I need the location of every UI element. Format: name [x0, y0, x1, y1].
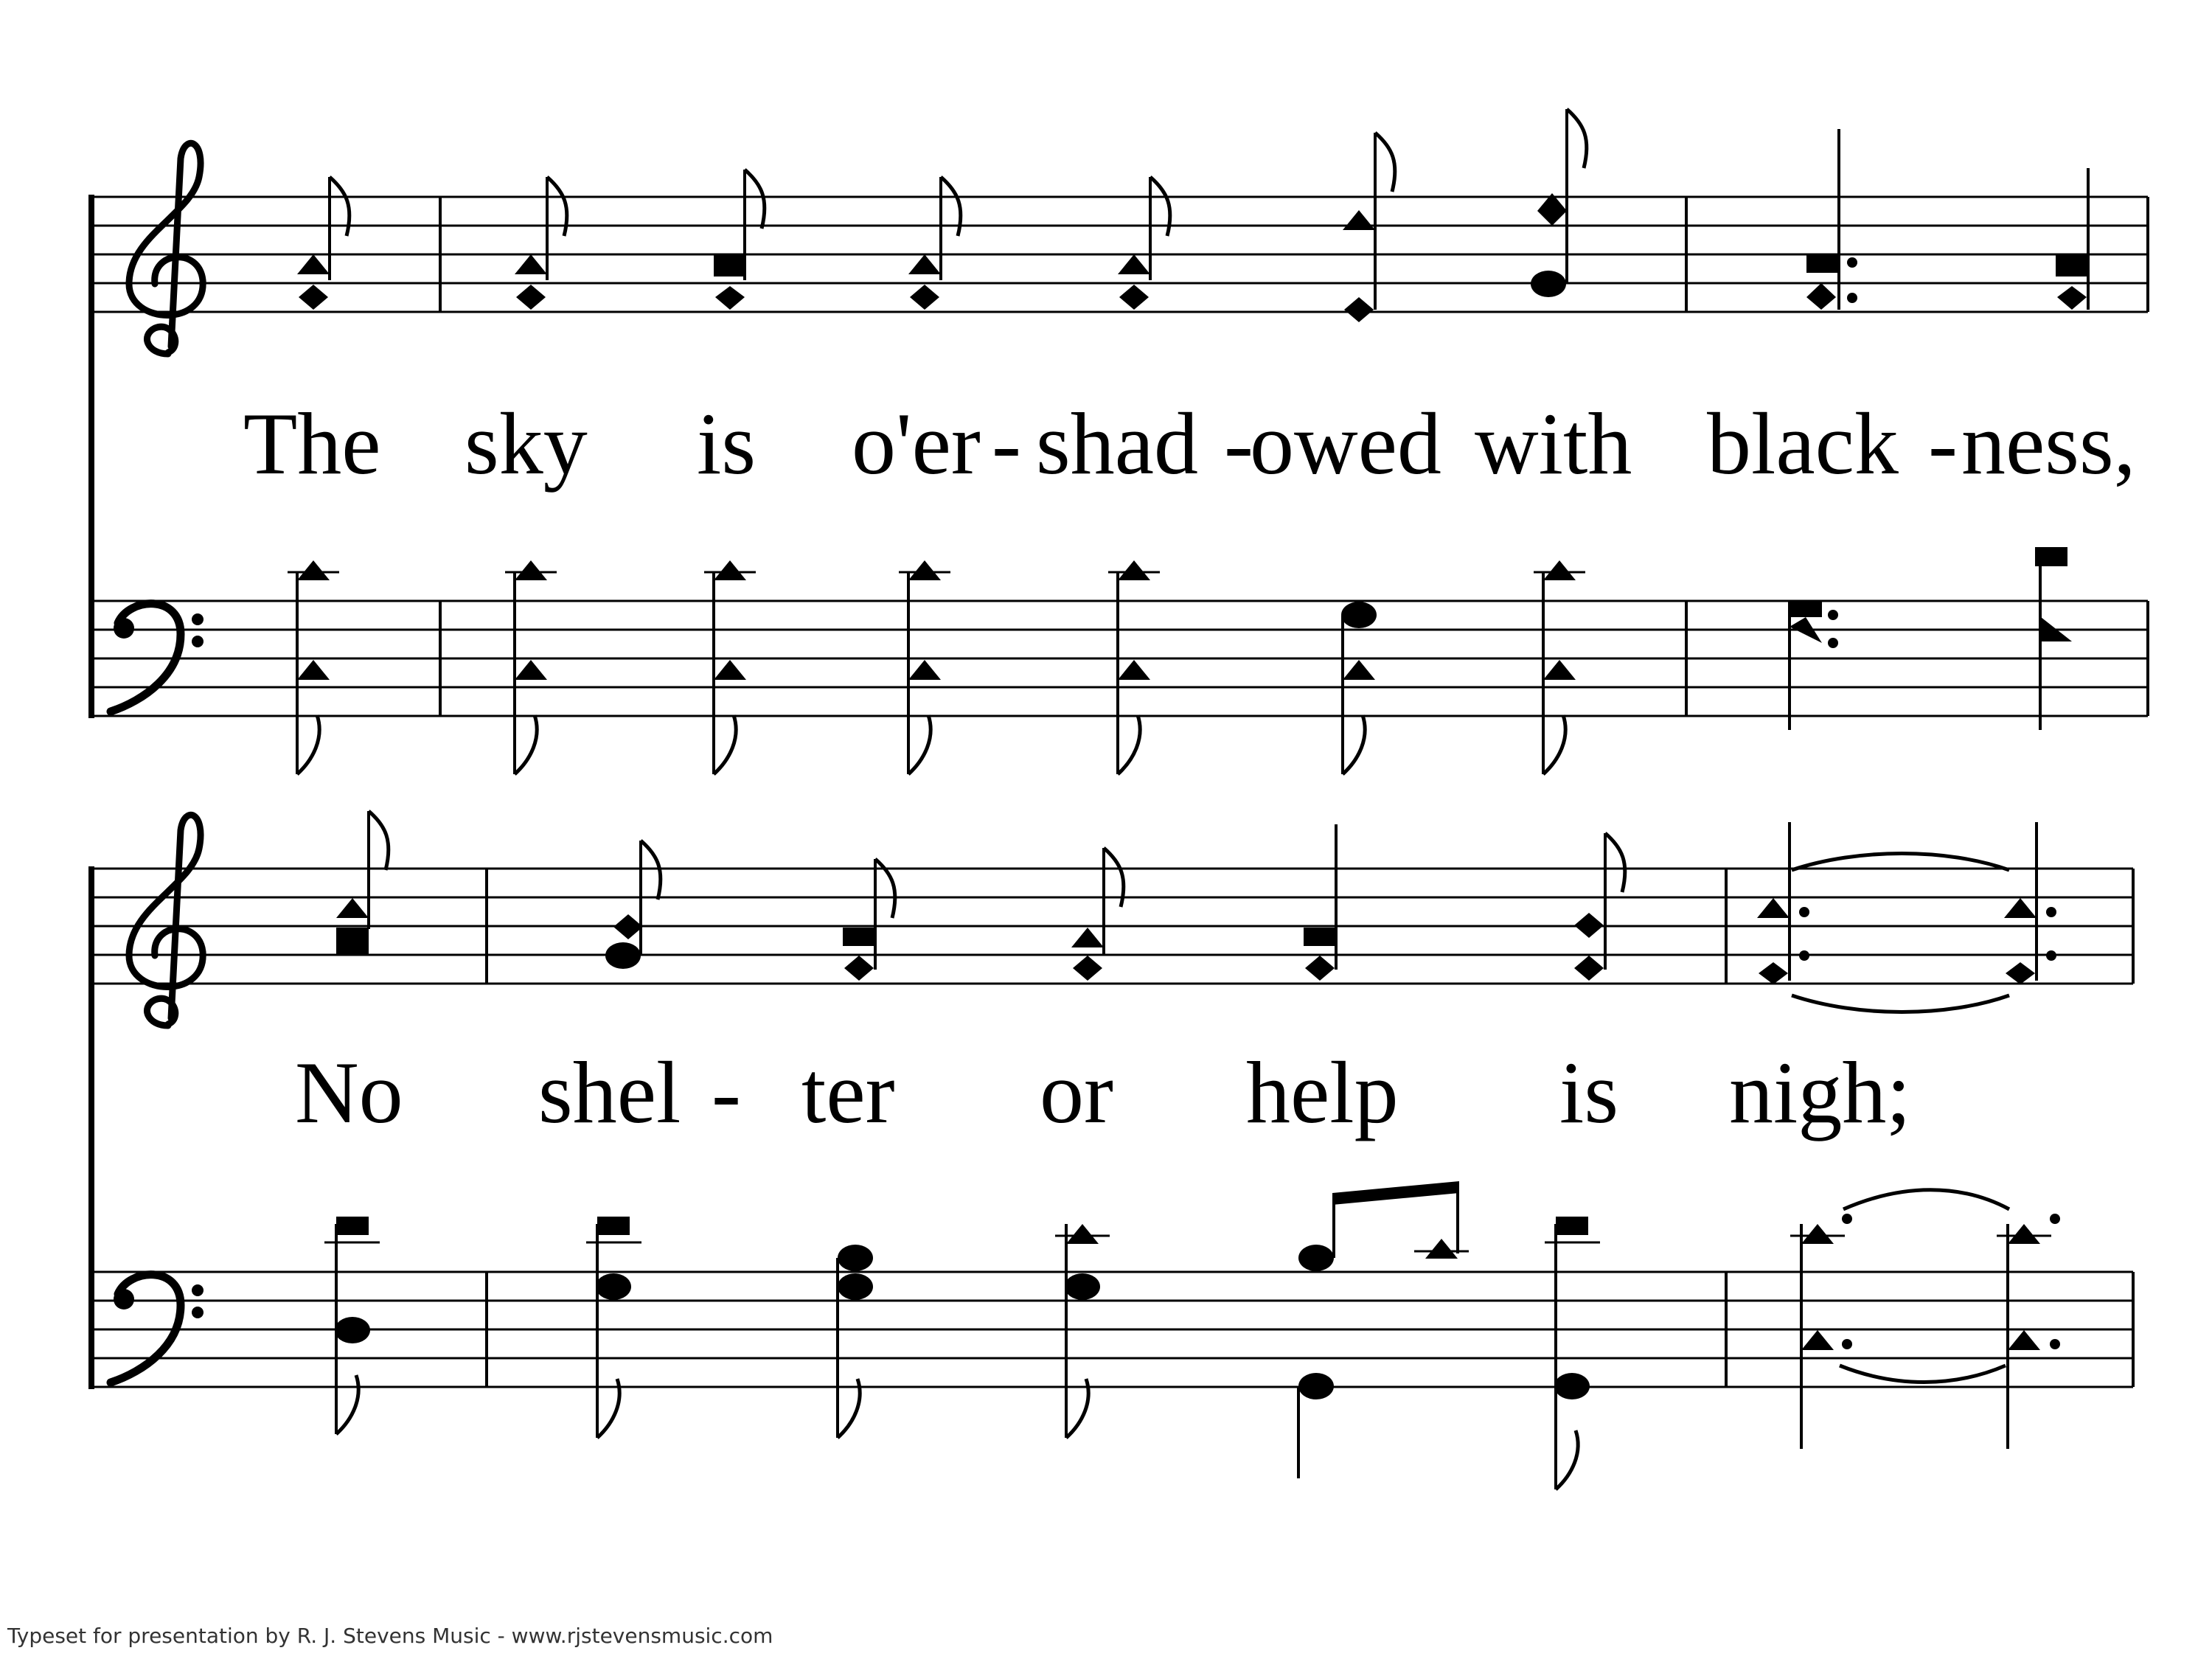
lyric-syllable: shad — [1036, 394, 1198, 493]
treble-notes-2 — [336, 811, 2056, 1012]
lyric-syllable: shel — [538, 1043, 681, 1141]
lyric-hyphen: - — [1224, 394, 1253, 493]
lyric-hyphen: - — [992, 394, 1021, 493]
system-2 — [90, 811, 2133, 1489]
lyric-syllable: ter — [801, 1043, 895, 1141]
lyric-syllable: or — [1040, 1043, 1113, 1141]
lyric-syllable: sky — [465, 394, 588, 493]
treble-staff-2 — [90, 869, 2133, 984]
lyric-hyphen: - — [712, 1043, 741, 1141]
lyric-syllable: is — [697, 394, 757, 493]
lyric-hyphen: - — [1928, 394, 1958, 493]
lyric-syllable: The — [243, 394, 381, 493]
treble-clef-icon — [129, 143, 203, 354]
lyric-syllable: help — [1246, 1043, 1399, 1141]
lyrics-line-1 — [243, 394, 2136, 493]
bass-staff-2 — [90, 1272, 2133, 1387]
lyric-syllable: o'er — [852, 394, 981, 493]
treble-clef-icon — [129, 815, 203, 1026]
bass-notes-1 — [288, 547, 2072, 774]
lyrics-line-2 — [295, 1043, 1911, 1141]
lyric-syllable: ness, — [1961, 394, 2136, 493]
treble-notes-1 — [297, 109, 2088, 322]
lyric-syllable: nigh; — [1729, 1043, 1911, 1141]
bass-notes-2 — [324, 1181, 2060, 1489]
lyric-syllable: black — [1707, 394, 1899, 493]
lyric-syllable: owed — [1250, 394, 1441, 493]
typesetting-credit: Typeset for presentation by R. J. Stevens Music - www.rjstevensmusic.com — [7, 1624, 773, 1648]
lyric-syllable: No — [295, 1043, 403, 1141]
lyric-syllable: is — [1559, 1043, 1619, 1141]
system-1 — [90, 109, 2148, 774]
lyric-syllable: with — [1475, 394, 1632, 493]
